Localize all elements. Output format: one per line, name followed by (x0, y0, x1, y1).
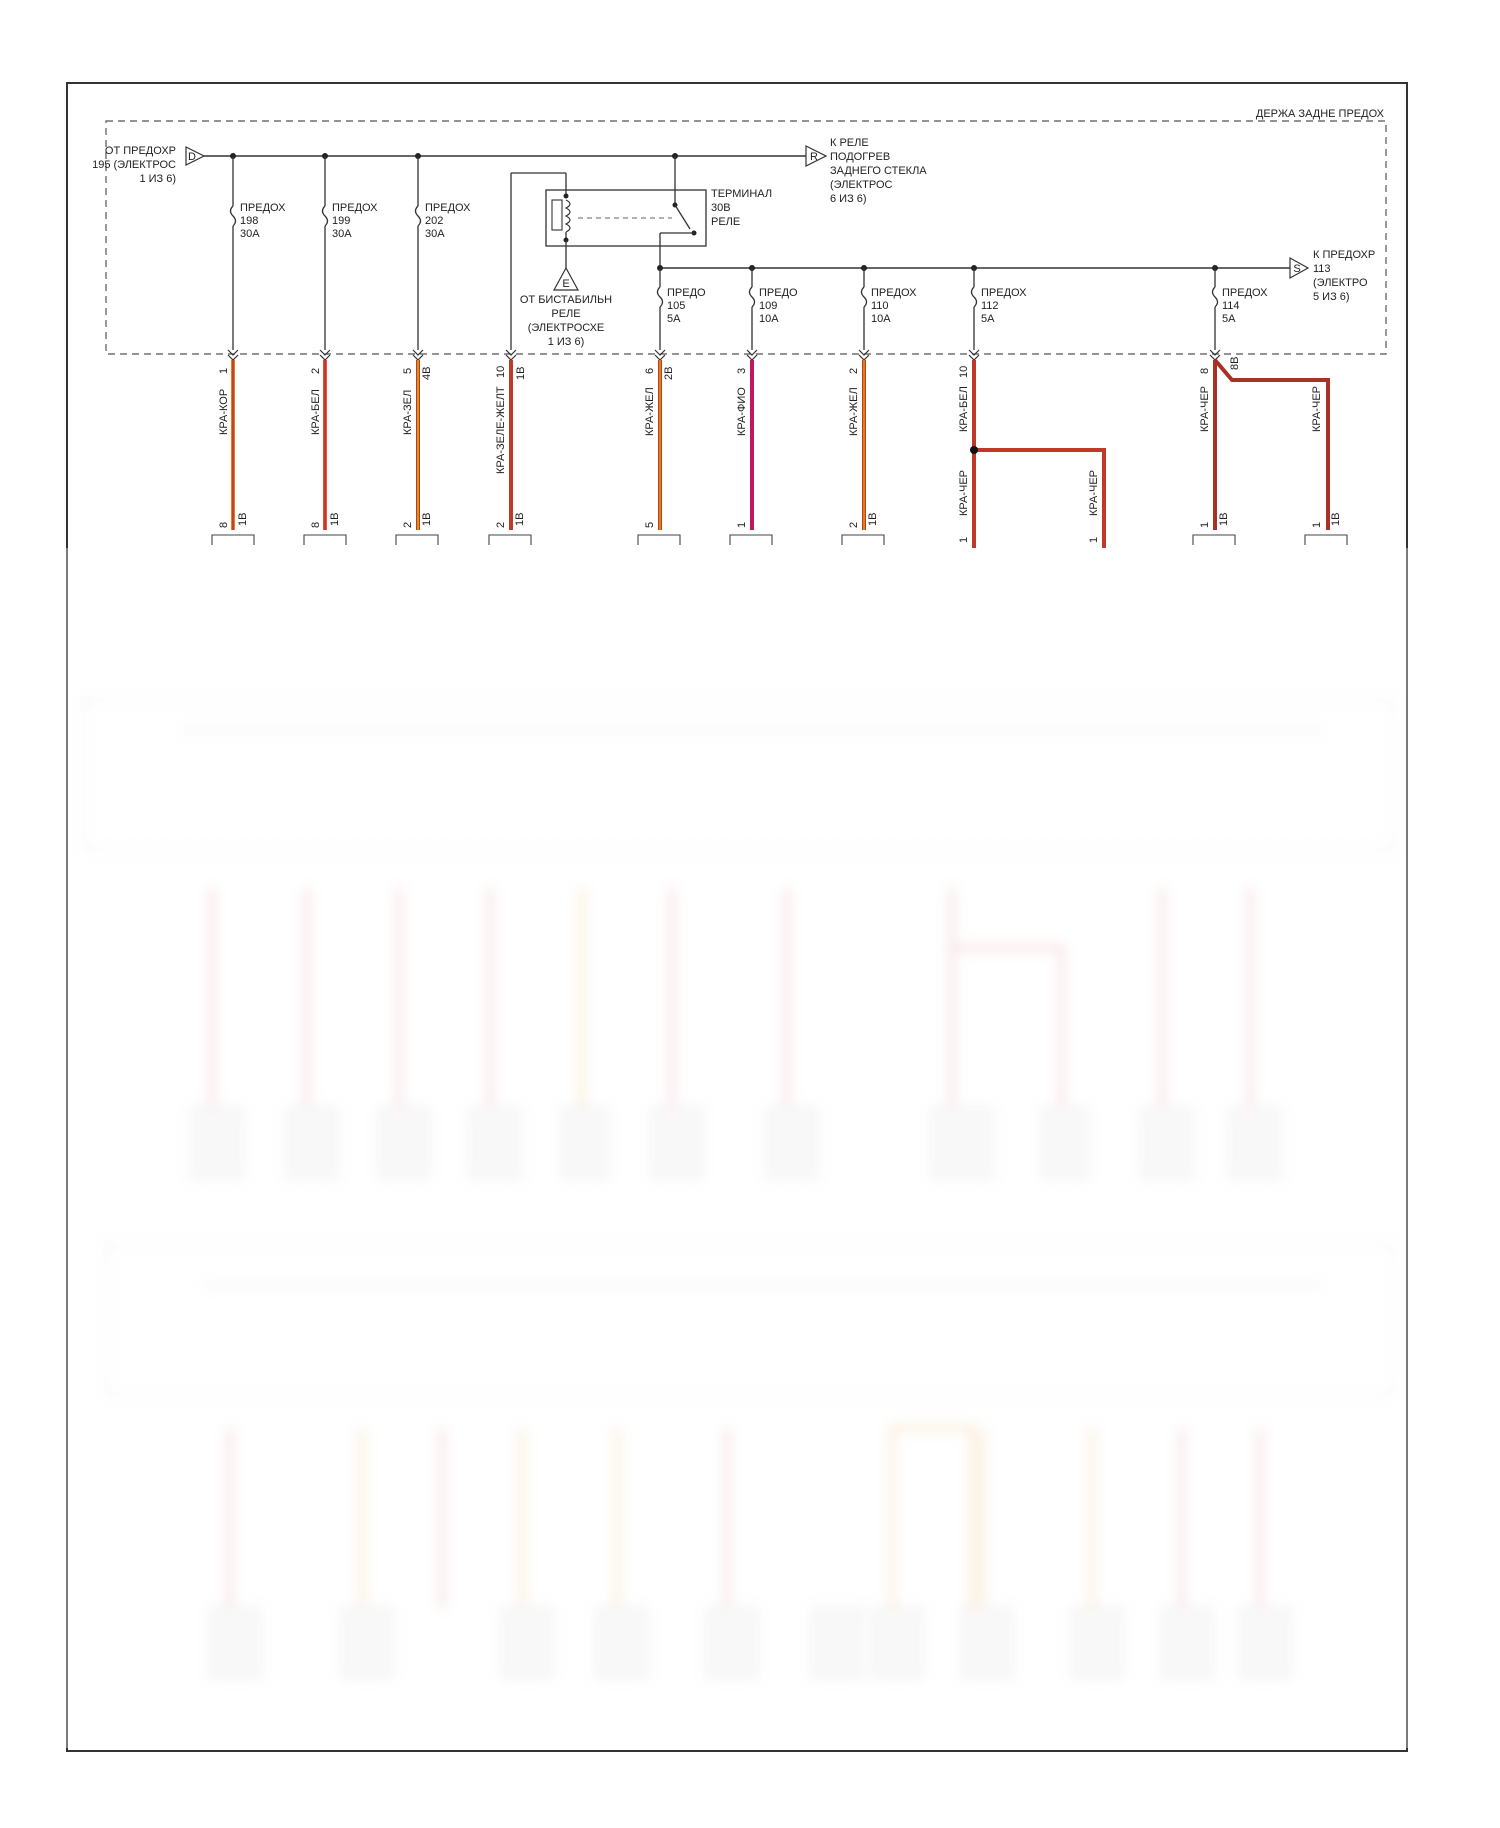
pin-bottom-1: 8 (218, 521, 230, 528)
pin-bottom-6: 1 (736, 521, 748, 528)
input-e-line-1: ОТ БИСТАБИЛЬН (519, 294, 613, 306)
wire-label-10: КРА-ЧЕР (1088, 469, 1100, 516)
fuse-198-name: ПРЕДОХ (240, 202, 286, 214)
pin-bottom-2: 8 (310, 521, 322, 528)
wire-10 (974, 450, 1104, 548)
input-s-line-4: 5 ИЗ 6) (1313, 291, 1350, 303)
pin-top-3: 5 (402, 367, 414, 374)
fuse-109-rating: 10A (759, 313, 779, 325)
wire-label-6: КРА-ФИО (736, 387, 748, 436)
wire-label-9: КРА-ЧЕР (958, 469, 970, 516)
pin-top-7: 2 (848, 367, 860, 374)
fuse-202-number: 202 (425, 215, 444, 227)
pin-top-1: 1 (218, 367, 230, 374)
fuse-199-number: 199 (332, 215, 351, 227)
pin-bottom-1-conn: 1В (237, 512, 249, 526)
wire-12-core (1215, 360, 1328, 530)
pin-bottom-3-conn: 1В (421, 512, 433, 526)
connector-s-glyph: S (1293, 263, 1301, 275)
fuse-198-number: 198 (240, 215, 259, 227)
wire-label-3: КРА-ЗЕЛ (402, 389, 414, 435)
connector-e-glyph: E (562, 278, 570, 290)
fuse-105-rating: 5A (667, 313, 681, 325)
connector-r-glyph: R (810, 151, 818, 163)
top-connector-chevrons (228, 350, 1220, 360)
wire-group (233, 360, 1328, 548)
fuse-198 (231, 156, 236, 350)
fuse-112-name: ПРЕДОХ (981, 287, 1027, 299)
connector-d-glyph: D (188, 151, 196, 163)
fuse-105-name: ПРЕДО (667, 287, 706, 299)
fuse-202-name: ПРЕДОХ (425, 202, 471, 214)
fuse-199-name: ПРЕДОХ (332, 202, 378, 214)
pin-top-6: 3 (736, 367, 748, 374)
pin-bottom-8: 1 (958, 536, 970, 543)
input-d-line-1: ОТ ПРЕДОХР (104, 145, 176, 157)
pin-top-8: 10 (958, 365, 970, 378)
input-r-line-1: К РЕЛЕ (830, 137, 869, 149)
fuse-icon (416, 206, 421, 226)
input-s-line-2: 113 (1313, 263, 1331, 275)
pin-top-4: 10 (495, 365, 507, 378)
fuse-202-rating: 30A (425, 228, 445, 240)
pin-bottom-4: 2 (495, 521, 507, 528)
pin-bottom-7-conn: 1В (867, 512, 879, 526)
fuse-202 (416, 156, 421, 350)
fuse-112-rating: 5A (981, 313, 995, 325)
input-s-line-3: (ЭЛЕКТРО (1313, 277, 1368, 289)
wire-label-11: КРА-ЧЕР (1199, 385, 1211, 432)
fuse-icon (1213, 287, 1218, 307)
fuse-114-number: 114 (1222, 300, 1240, 312)
fuse-105-number: 105 (667, 300, 686, 312)
pin-top-5: 6 (644, 367, 656, 374)
fuse-105 (658, 268, 663, 350)
fuse-icon (323, 206, 328, 226)
fuse-114-rating: 5A (1222, 313, 1236, 325)
wire-label-8: КРА-БЕЛ (958, 386, 970, 432)
fuse-icon (658, 287, 663, 307)
bottom-connector-brackets (212, 535, 1347, 545)
input-r-line-2: ПОДОГРЕВ (830, 151, 891, 163)
fuse-109-name: ПРЕДО (759, 287, 798, 299)
input-r-line-4: (ЭЛЕКТРОС (830, 179, 893, 191)
input-e-line-4: 1 ИЗ 6) (547, 336, 585, 348)
blur-overlay (62, 548, 1412, 1748)
relay-coil-winding-icon (566, 200, 570, 232)
fuse-114 (1213, 268, 1218, 350)
fuse-110-name: ПРЕДОХ (871, 287, 917, 299)
pin-bottom-5: 5 (644, 521, 656, 528)
pin-bottom-11: 1 (1311, 521, 1323, 528)
pin-bottom-10-conn: 1В (1218, 512, 1230, 526)
fuse-110 (862, 268, 867, 350)
input-r-line-3: ЗАДНЕГО СТЕКЛА (830, 165, 927, 177)
pin-top-2: 2 (310, 367, 322, 374)
relay-switch-icon (675, 205, 690, 229)
fuse-box-label: ДЕРЖА ЗАДНЕ ПРЕДОХ (1255, 108, 1384, 120)
wire-label-5: КРА-ЖЕЛ (644, 387, 656, 436)
fuse-199 (323, 156, 328, 350)
pin-top-4-conn: 1В (515, 366, 527, 380)
fuse-110-rating: 10A (871, 313, 891, 325)
pin-bottom-10: 1 (1199, 521, 1211, 528)
fuse-icon (972, 287, 977, 307)
wire-label-7: КРА-ЖЕЛ (848, 387, 860, 436)
pin-bottom-4-conn: 1В (514, 512, 526, 526)
input-s-line-1: К ПРЕДОХР (1313, 249, 1376, 261)
relay-coil-icon (552, 200, 562, 230)
pin-top-10: 8В (1229, 356, 1241, 370)
fuse-icon (862, 287, 867, 307)
input-r-line-5: 6 ИЗ 6) (830, 193, 867, 205)
input-d-line-3: 1 ИЗ 6) (139, 173, 176, 185)
fuse-109 (750, 268, 755, 350)
relay-line-2: 30В (711, 202, 731, 214)
input-e-line-2: РЕЛЕ (551, 308, 581, 320)
fuse-112 (972, 268, 977, 350)
relay-line-3: РЕЛЕ (711, 216, 741, 228)
fuse-110-number: 110 (871, 300, 889, 312)
fuse-icon (231, 206, 236, 226)
pin-bottom-3: 2 (402, 521, 414, 528)
wire-label-2: КРА-БЕЛ (310, 389, 322, 435)
pin-bottom-9: 1 (1088, 536, 1100, 543)
pin-top-9: 8 (1199, 367, 1211, 374)
pin-bottom-2-conn: 1В (329, 512, 341, 526)
wire-label-12: КРА-ЧЕР (1311, 385, 1323, 432)
fuse-icon (750, 287, 755, 307)
fuse-199-rating: 30A (332, 228, 352, 240)
pin-bottom-7: 2 (848, 521, 860, 528)
wire-10-core (974, 450, 1104, 548)
input-e-line-3: (ЭЛЕКТРОСХЕ (527, 322, 605, 334)
fuse-114-name: ПРЕДОХ (1222, 287, 1268, 299)
splice-dot (970, 446, 978, 454)
wire-label-1: КРА-КОР (218, 388, 230, 435)
input-d-line-2: 195 (ЭЛЕКТРОС (92, 159, 176, 171)
pin-top-3-conn: 4В (421, 366, 433, 380)
relay-line-1: ТЕРМИНАЛ (711, 188, 773, 200)
wire-label-4: КРА-ЗЕЛЕ-ЖЕЛТ (495, 386, 507, 474)
wire-12 (1215, 360, 1328, 530)
pin-bottom-11-conn: 1В (1330, 512, 1342, 526)
fuse-109-number: 109 (759, 300, 778, 312)
fuse-112-number: 112 (981, 300, 999, 312)
pin-top-5-conn: 2В (663, 366, 675, 380)
fuse-198-rating: 30A (240, 228, 260, 240)
